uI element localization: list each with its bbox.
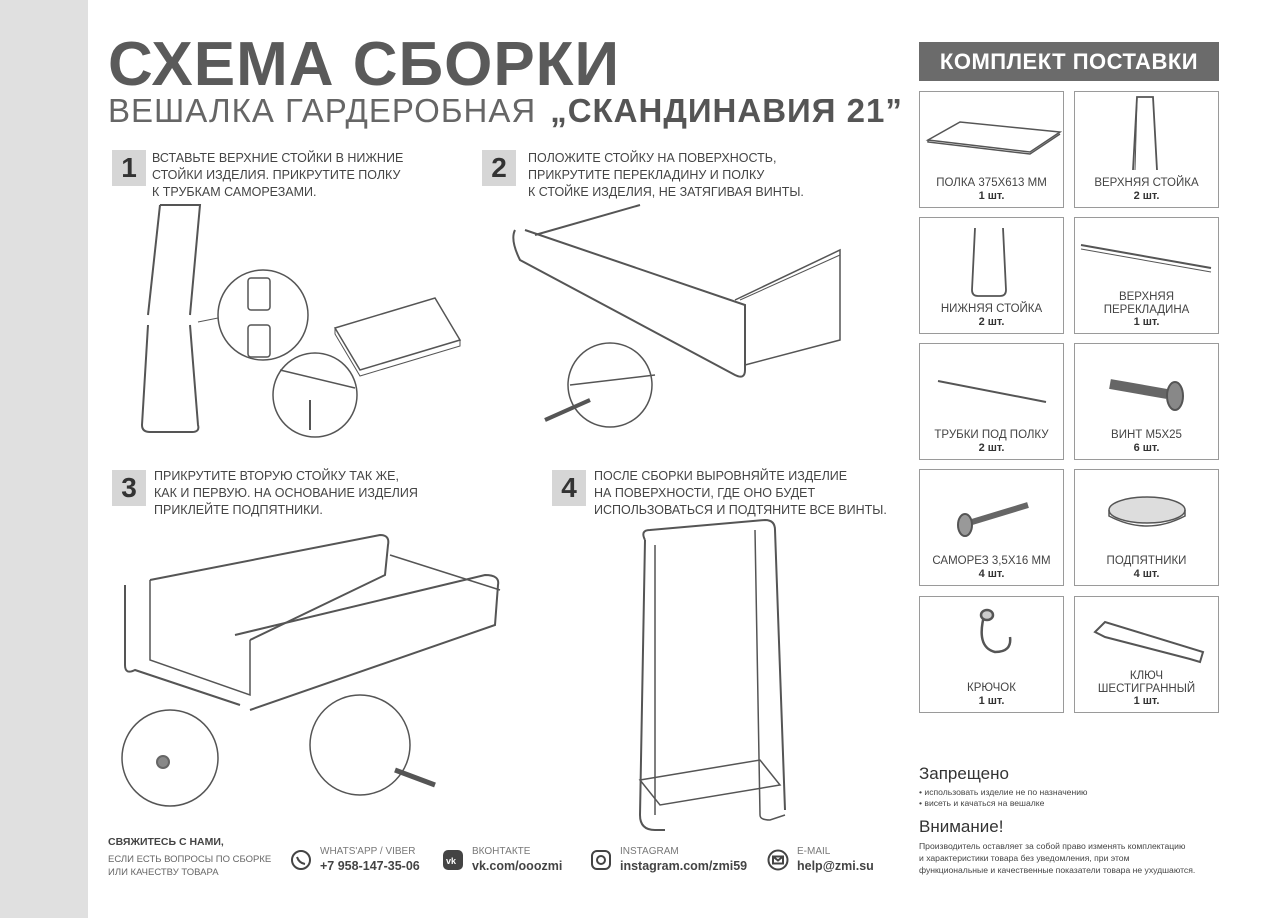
step-3-number: 3 [112,470,146,506]
kit-item-qty: 2 шт. [978,442,1005,454]
contact-value[interactable]: instagram.com/zmi59 [620,859,748,873]
tube-icon [920,344,1065,424]
kit-item-name-line-1: КЛЮЧ [1129,670,1164,682]
contact-instagram[interactable] [590,846,747,874]
vk-icon [442,849,464,871]
contact-sub-line: ИЛИ КАЧЕСТВУ ТОВАРА [108,867,219,878]
kit-item-qty: 1 шт. [1133,316,1160,328]
attention-line: Производитель оставляет за собой право изменять комплектацию [919,841,1186,851]
contact-label: WHATS'APP / VIBER [320,846,416,857]
phone-icon [290,849,312,871]
step-3-text [154,468,418,519]
kit-card-hex-key [1074,596,1219,713]
kit-item-qty: 4 шт. [978,568,1005,580]
step-4-line-2: НА ПОВЕРХНОСТИ, ГДЕ ОНО БУДЕТ [594,486,816,500]
kit-item-name-line-1: ВЕРХНЯЯ [1118,291,1175,303]
kit-card-shelf [919,91,1064,208]
contact-vk[interactable] [442,846,562,874]
kit-item-name: ВЕРХНЯЯ СТОЙКА [1094,177,1199,189]
kit-item-name: КРЮЧОК [967,682,1016,694]
kit-item-name-line-2: ШЕСТИГРАННЫЙ [1097,683,1196,695]
kit-item-qty: 1 шт. [978,190,1005,202]
step-3-illustration [110,530,530,820]
contact-label: E-MAIL [797,846,831,857]
contact-value[interactable]: +7 958-147-35-06 [320,859,420,873]
page-title: СХЕМА СБОРКИ [108,30,621,99]
subtitle-text: ВЕШАЛКА ГАРДЕРОБНАЯ [108,92,537,129]
attention-title: Внимание! [919,817,1004,836]
kit-card-hook [919,596,1064,713]
instagram-icon [590,849,612,871]
hook-icon [920,597,1065,677]
step-1-number: 1 [112,150,146,186]
mail-icon [767,849,789,871]
kit-item-name-line-2: ПЕРЕКЛАДИНА [1103,304,1190,316]
kit-item-name: ВИНТ М5Х25 [1111,429,1182,441]
kit-header: КОМПЛЕКТ ПОСТАВКИ [919,42,1219,81]
forbidden-title: Запрещено [919,764,1009,783]
step-2-number: 2 [482,150,516,186]
bolt-icon [1075,344,1220,424]
kit-item-qty: 2 шт. [1133,190,1160,202]
upper-post-icon [1075,92,1220,172]
step-4-line-1: ПОСЛЕ СБОРКИ ВЫРОВНЯЙТЕ ИЗДЕЛИЕ [594,469,848,483]
contact-value[interactable]: vk.com/ooozmi [472,859,563,873]
foot-pad-icon [1075,470,1220,550]
attention-line: функциональные и качественные показатели товара не ухудшаются. [919,865,1196,875]
product-name: „СКАНДИНАВИЯ 21” [550,92,903,129]
forbidden-list [919,787,1087,809]
step-2-text [528,150,804,201]
step-1-line-2: СТОЙКИ ИЗДЕЛИЯ. ПРИКРУТИТЕ ПОЛКУ [152,168,401,182]
step-3-line-1: ПРИКРУТИТЕ ВТОРУЮ СТОЙКУ ТАК ЖЕ, [154,469,399,483]
kit-card-tubes [919,343,1064,460]
kit-item-qty: 6 шт. [1133,442,1160,454]
step-1-line-3: К ТРУБКАМ САМОРЕЗАМИ. [152,185,317,199]
step-4-text [594,468,887,519]
contact-sub-line: ЕСЛИ ЕСТЬ ВОПРОСЫ ПО СБОРКЕ [108,854,272,865]
step-2-line-3: К СТОЙКЕ ИЗДЕЛИЯ, НЕ ЗАТЯГИВАЯ ВИНТЫ. [528,185,804,199]
hex-key-icon [1075,597,1220,677]
kit-item-name: САМОРЕЗ 3,5Х16 ММ [932,555,1051,567]
step-4-illustration [625,515,795,835]
step-2-line-1: ПОЛОЖИТЕ СТОЙКУ НА ПОВЕРХНОСТЬ, [528,151,777,165]
step-2-illustration [495,200,855,445]
lower-post-icon [920,218,1065,298]
step-2-line-2: ПРИКРУТИТЕ ПЕРЕКЛАДИНУ И ПОЛКУ [528,168,765,182]
contact-value[interactable]: help@zmi.su [797,859,874,873]
kit-item-qty: 1 шт. [978,695,1005,707]
contact-subtext [108,853,288,879]
kit-card-foot-pads [1074,469,1219,586]
kit-card-screw [919,469,1064,586]
shelf-icon [920,92,1065,172]
attention-line: и характеристики товара без уведомления, при этом [919,853,1130,863]
contact-heading: СВЯЖИТЕСЬ С НАМИ, [108,836,224,848]
step-1-illustration [130,200,470,445]
kit-item-name: ПОДПЯТНИКИ [1106,555,1187,567]
contact-label: ВКОНТАКТЕ [472,846,531,857]
contact-label: INSTAGRAM [620,846,679,857]
step-4-line-3: ИСПОЛЬЗОВАТЬСЯ И ПОДТЯНИТЕ ВСЕ ВИНТЫ. [594,503,887,517]
kit-card-crossbar [1074,217,1219,334]
attention-text [919,840,1249,876]
step-3-line-3: ПРИКЛЕЙТЕ ПОДПЯТНИКИ. [154,503,323,517]
crossbar-icon [1075,218,1220,298]
page-subtitle [108,92,903,130]
kit-item-qty: 4 шт. [1133,568,1160,580]
step-4-number: 4 [552,470,586,506]
step-1-text [152,150,403,201]
kit-item-qty: 2 шт. [978,316,1005,328]
kit-card-bolt [1074,343,1219,460]
kit-card-upper-post [1074,91,1219,208]
kit-item-name: НИЖНЯЯ СТОЙКА [940,303,1043,315]
kit-item-qty: 1 шт. [1133,695,1160,707]
svg-text:vk: vk [446,856,457,866]
screw-icon [920,470,1065,550]
kit-card-lower-post [919,217,1064,334]
forbidden-item: • использовать изделие не по назначению [919,787,1088,797]
contact-email[interactable] [767,846,874,874]
forbidden-item: • висеть и качаться на вешалке [919,798,1045,808]
contact-phone[interactable] [290,846,420,874]
side-strip [0,0,88,918]
step-3-line-2: КАК И ПЕРВУЮ. НА ОСНОВАНИЕ ИЗДЕЛИЯ [154,486,418,500]
step-1-line-1: ВСТАВЬТЕ ВЕРХНИЕ СТОЙКИ В НИЖНИЕ [152,151,404,165]
kit-item-name: ТРУБКИ ПОД ПОЛКУ [934,429,1049,441]
kit-item-name: ПОЛКА 375Х613 ММ [936,177,1047,189]
